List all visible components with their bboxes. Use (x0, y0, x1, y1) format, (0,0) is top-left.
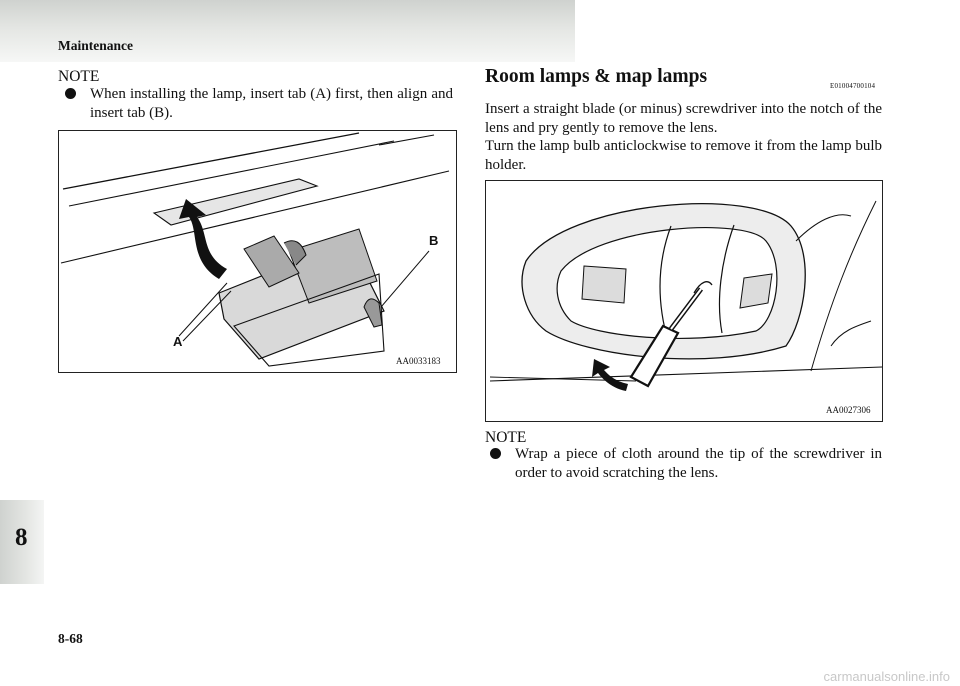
section-heading: Room lamps & map lamps (485, 66, 708, 87)
note-text: Wrap a piece of cloth around the tip of the screwdriver in order to avoid scratching the lens. (515, 446, 882, 481)
page-number: 8-68 (58, 631, 83, 646)
chapter-number: 8 (15, 524, 28, 551)
label-a: A (173, 334, 183, 349)
figure-code: AA0033183 (396, 356, 441, 366)
watermark: carmanualsonline.info (823, 669, 950, 684)
note-item (90, 85, 453, 122)
lamp-install-illustration (59, 131, 456, 372)
note-label: NOTE (58, 68, 100, 85)
room-lamp-figure (485, 180, 883, 422)
bullet-icon (490, 448, 501, 459)
paragraph-2: Turn the lamp bulb anticlockwise to remove it from the lamp bulb holder. (485, 138, 882, 173)
section-title: Maintenance (58, 38, 133, 53)
paragraph-1: Insert a straight blade (or minus) screwdriver into the notch of the lens and pry gently to remove the lens. (485, 101, 882, 136)
heading-code: E01004700104 (830, 82, 876, 90)
room-lamp-illustration (486, 181, 882, 421)
note-label: NOTE (485, 429, 527, 446)
note-item (515, 445, 882, 482)
note-text: When installing the lamp, insert tab (A) first, then align and insert tab (B). (90, 86, 453, 121)
figure-code: AA0027306 (826, 405, 871, 415)
label-b: B (429, 233, 439, 248)
lamp-install-figure (58, 130, 457, 373)
bullet-icon (65, 88, 76, 99)
